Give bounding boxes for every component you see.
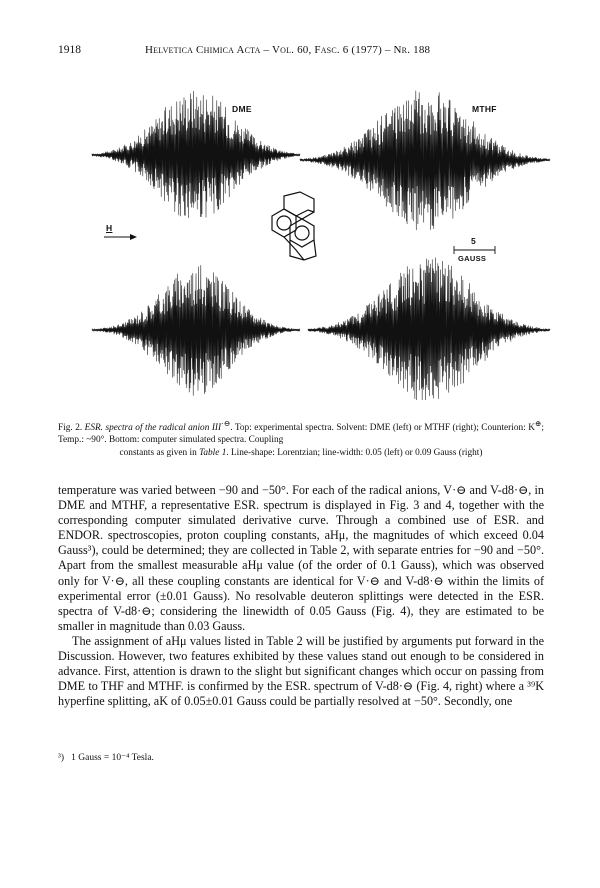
dme-experimental-trace (92, 91, 300, 218)
caption-text4: . Line-shape: Lorentzian; line-width: 0.05 (left) or 0.09 Gauss (right) (226, 447, 483, 458)
footnote (58, 752, 154, 763)
dme-label: DME (232, 104, 252, 114)
figure-caption (58, 418, 544, 459)
caption-text3: constants as given in (119, 447, 197, 458)
caption-text2: ; Temp.: ~90°. Bottom: computer simulated spectra. Coupling (58, 423, 544, 446)
scale-value: 5 (471, 236, 477, 246)
scale-bar (454, 246, 495, 254)
page-number: 1918 (58, 44, 81, 56)
mthf-label: MTHF (472, 104, 497, 114)
caption-anion: ·⊖ (221, 419, 231, 428)
mthf-experimental-trace (300, 91, 550, 230)
running-head: Helvetica Chimica Acta – Vol. 60, Fasc. 6 (1977) – Nr. 188 (145, 44, 431, 56)
mthf-simulated-trace (308, 257, 550, 400)
caption-fig-no: Fig. 2. (58, 423, 83, 434)
footnote-text: 1 Gauss = 10⁻⁴ Tesla. (71, 753, 154, 763)
spectra-svg (0, 0, 600, 400)
caption-table-ref: Table 1 (199, 447, 227, 458)
caption-title: ESR. spectra of the radical anion (84, 423, 210, 434)
caption-text1: . Top: experimental spectra. Solvent: DME (left) or MTHF (right); Counterion: K (230, 423, 535, 434)
footnote-marker: ³) (58, 753, 65, 763)
scale-unit: GAUSS (458, 254, 487, 263)
molecule-structure-icon (272, 192, 316, 260)
caption-compound: III (211, 423, 222, 434)
dme-simulated-trace (92, 265, 300, 396)
paragraph-2: The assignment of aHμ values listed in Table 2 will be justified by arguments put forward in the Discussion. However, two features exhibited by these values stand out enough to be considered in advance. First, attention is drawn to the slight but significant changes which occur on passing from DME to THF and MTHF. is confirmed by the ESR. spectrum of V-d8·⊖ (Fig. 4, right) where a ³⁹K hyperfine splitting, aK of 0.05±0.01 Gauss could be partially resolved at −50°. Secondly, one (58, 633, 544, 709)
spectra-group (92, 91, 550, 400)
caption-cation: ⊕ (534, 419, 542, 428)
body-text (58, 483, 544, 709)
paragraph-1: temperature was varied between −90 and −50°. For each of the radical anions, V·⊖ and V-d8·⊖, in DME and MTHF, a representative ESR. spectrum is displayed in Fig. 3 and 4, together with the corresponding computer simulated derivative curve. Through a combined use of ESR. and ENDOR. spectroscopies, proton coupling constants, aHμ, the magnitudes of which exceed 0.04 Gauss³), could be determined; they are collected in Table 2, with separate entries for −90 and −50°. Apart from the smallest measurable aHμ value (of the order of 0.1 Gauss), which was observed only for V·⊖, all these coupling constants are identical for V·⊖ and V-d8·⊖ within the limits of experimental error (±0.01 Gauss). No resolvable deuteron splittings were detected in the ESR. spectra of V-d8·⊖; considering the linewidth of 0.05 Gauss (Fig. 4), they are estimated to be smaller in magnitude than 0.03 Gauss. (58, 483, 544, 633)
field-label: H (106, 223, 113, 233)
esr-spectra-figure (0, 0, 600, 400)
